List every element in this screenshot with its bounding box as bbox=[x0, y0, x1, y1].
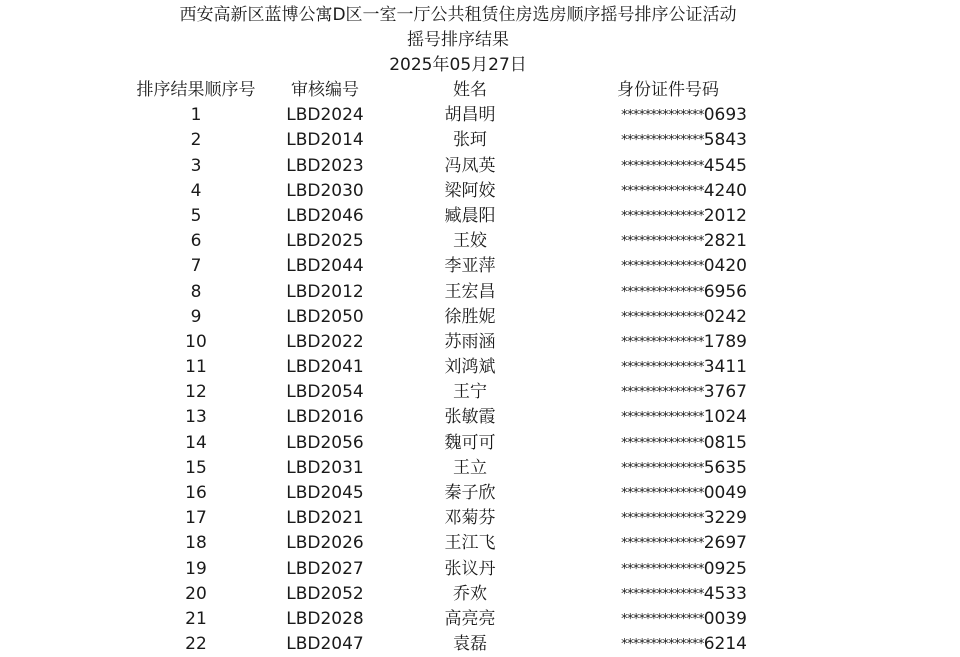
order-number: 9 bbox=[190, 306, 202, 327]
order-number: 13 bbox=[185, 407, 207, 428]
order-number: 15 bbox=[185, 457, 207, 478]
document-title: 西安高新区蓝博公寓D区一室一厅公共租赁住房选房顺序摇号排序公证活动 bbox=[179, 5, 737, 25]
masked-id-number bbox=[540, 103, 747, 128]
applicant-name: 王姣 bbox=[453, 231, 487, 252]
id-mask: ************** bbox=[621, 511, 704, 527]
review-code: LBD2030 bbox=[286, 180, 364, 201]
order-number: 17 bbox=[185, 508, 207, 529]
masked-id-number bbox=[540, 380, 747, 405]
table-row bbox=[0, 607, 960, 632]
table-row bbox=[0, 280, 960, 305]
header-id-number: 身份证件号码 bbox=[617, 80, 719, 100]
id-mask: ************** bbox=[621, 486, 704, 501]
id-mask: ************** bbox=[621, 561, 704, 577]
masked-id-number bbox=[540, 154, 747, 179]
table-row bbox=[0, 582, 960, 607]
table-row bbox=[0, 179, 960, 204]
id-mask: ************** bbox=[621, 360, 704, 376]
applicant-name: 李亚萍 bbox=[444, 256, 496, 277]
masked-id-number bbox=[540, 128, 747, 153]
header-name: 姓名 bbox=[453, 80, 487, 100]
review-code: LBD2044 bbox=[286, 256, 364, 277]
id-mask: ************** bbox=[621, 460, 704, 476]
table-row bbox=[0, 405, 960, 430]
id-last4: 6956 bbox=[703, 281, 747, 302]
id-last4: 5843 bbox=[703, 130, 747, 151]
masked-id-number bbox=[540, 179, 747, 204]
id-mask: ************** bbox=[621, 183, 704, 199]
id-mask: ************** bbox=[621, 611, 704, 627]
id-last4: 0815 bbox=[703, 432, 747, 453]
table-row bbox=[0, 481, 960, 506]
masked-id-number bbox=[540, 607, 747, 632]
order-number: 6 bbox=[190, 231, 202, 252]
masked-id-number bbox=[540, 531, 747, 556]
masked-id-number bbox=[540, 456, 747, 481]
order-number: 2 bbox=[190, 130, 202, 151]
order-number: 18 bbox=[185, 533, 207, 554]
order-number: 16 bbox=[185, 483, 207, 503]
id-last4: 4533 bbox=[703, 583, 747, 604]
id-mask: ************** bbox=[621, 410, 704, 426]
order-number: 11 bbox=[185, 357, 207, 378]
table-row bbox=[0, 204, 960, 229]
table-row bbox=[0, 431, 960, 456]
applicant-name: 邓菊芬 bbox=[444, 508, 496, 529]
table-row bbox=[0, 128, 960, 153]
masked-id-number bbox=[540, 280, 747, 305]
document-date: 2025年05月27日 bbox=[389, 55, 527, 75]
applicant-name: 胡昌明 bbox=[444, 105, 496, 126]
document-subtitle: 摇号排序结果 bbox=[407, 30, 509, 50]
masked-id-number bbox=[540, 557, 747, 582]
id-mask: ************** bbox=[621, 334, 704, 350]
table-row bbox=[0, 380, 960, 405]
review-code: LBD2021 bbox=[286, 508, 364, 529]
order-number: 19 bbox=[185, 558, 207, 579]
review-code: LBD2027 bbox=[286, 558, 364, 579]
applicant-name: 高亮亮 bbox=[444, 608, 496, 629]
review-code: LBD2047 bbox=[286, 634, 364, 655]
masked-id-number bbox=[540, 305, 747, 330]
applicant-name: 张珂 bbox=[453, 130, 487, 151]
result-table bbox=[0, 78, 960, 657]
header-order: 排序结果顺序号 bbox=[136, 80, 256, 100]
id-last4: 1789 bbox=[703, 331, 747, 352]
id-mask: ************** bbox=[621, 385, 704, 401]
review-code: LBD2031 bbox=[286, 457, 364, 478]
order-number: 14 bbox=[185, 432, 207, 453]
id-last4: 5635 bbox=[703, 457, 747, 478]
masked-id-number bbox=[540, 355, 747, 380]
review-code: LBD2014 bbox=[286, 130, 364, 151]
id-mask: ************** bbox=[621, 284, 704, 300]
applicant-name: 梁阿姣 bbox=[444, 180, 496, 201]
id-mask: ************** bbox=[621, 158, 704, 174]
review-code: LBD2054 bbox=[286, 382, 364, 403]
table-row bbox=[0, 506, 960, 531]
review-code: LBD2028 bbox=[286, 608, 364, 629]
id-last4: 0925 bbox=[703, 558, 747, 579]
order-number: 4 bbox=[190, 180, 202, 201]
masked-id-number bbox=[540, 330, 747, 355]
id-last4: 3229 bbox=[703, 508, 747, 529]
masked-id-number bbox=[540, 431, 747, 456]
review-code: LBD2050 bbox=[286, 306, 364, 327]
applicant-name: 刘鸿斌 bbox=[444, 357, 496, 378]
review-code: LBD2041 bbox=[286, 357, 364, 378]
review-code: LBD2025 bbox=[286, 231, 364, 252]
id-mask: ************** bbox=[621, 586, 704, 602]
id-last4: 4545 bbox=[703, 155, 747, 176]
review-code: LBD2045 bbox=[286, 483, 364, 503]
applicant-name: 徐胜妮 bbox=[444, 306, 496, 327]
table-row bbox=[0, 557, 960, 582]
id-last4: 2821 bbox=[703, 231, 747, 252]
applicant-name: 王江飞 bbox=[444, 533, 496, 554]
review-code: LBD2022 bbox=[286, 331, 364, 352]
applicant-name: 张议丹 bbox=[444, 558, 496, 579]
review-code: LBD2056 bbox=[286, 432, 364, 453]
id-mask: ************** bbox=[621, 435, 704, 451]
table-row bbox=[0, 154, 960, 179]
id-last4: 6214 bbox=[703, 634, 747, 655]
masked-id-number bbox=[540, 481, 747, 506]
applicant-name: 张敏霞 bbox=[444, 407, 496, 428]
header-code: 审核编号 bbox=[291, 80, 359, 100]
order-number: 12 bbox=[185, 382, 207, 403]
order-number: 20 bbox=[185, 583, 207, 604]
review-code: LBD2012 bbox=[286, 281, 364, 302]
masked-id-number bbox=[540, 405, 747, 430]
review-code: LBD2052 bbox=[286, 583, 364, 604]
table-body bbox=[0, 103, 960, 657]
id-last4: 3767 bbox=[703, 382, 747, 403]
masked-id-number bbox=[540, 254, 747, 279]
masked-id-number bbox=[540, 582, 747, 607]
id-mask: ************** bbox=[621, 259, 704, 275]
review-code: LBD2046 bbox=[286, 205, 364, 226]
id-last4: 4240 bbox=[703, 180, 747, 201]
masked-id-number bbox=[540, 632, 747, 657]
table-row bbox=[0, 330, 960, 355]
applicant-name: 苏雨涵 bbox=[444, 331, 496, 352]
applicant-name: 袁磊 bbox=[453, 634, 487, 655]
table-header-row bbox=[0, 78, 960, 103]
masked-id-number bbox=[540, 204, 747, 229]
id-mask: ************** bbox=[621, 133, 704, 149]
order-number: 1 bbox=[190, 105, 202, 126]
table-row bbox=[0, 531, 960, 556]
order-number: 8 bbox=[190, 281, 202, 302]
table-row bbox=[0, 632, 960, 657]
applicant-name: 魏可可 bbox=[444, 432, 496, 453]
id-last4: 2012 bbox=[703, 205, 747, 226]
order-number: 5 bbox=[190, 205, 202, 226]
id-last4: 0039 bbox=[703, 608, 747, 629]
masked-id-number bbox=[540, 229, 747, 254]
table-row bbox=[0, 456, 960, 481]
review-code: LBD2026 bbox=[286, 533, 364, 554]
table-row bbox=[0, 103, 960, 128]
id-mask: ************** bbox=[621, 208, 704, 224]
id-mask: ************** bbox=[621, 234, 704, 250]
review-code: LBD2023 bbox=[286, 155, 364, 176]
applicant-name: 王宁 bbox=[453, 382, 487, 403]
table-row bbox=[0, 305, 960, 330]
order-number: 3 bbox=[190, 155, 202, 176]
id-last4: 2697 bbox=[703, 533, 747, 554]
table-row bbox=[0, 254, 960, 279]
applicant-name: 王宏昌 bbox=[444, 281, 496, 302]
id-last4: 3411 bbox=[703, 357, 747, 378]
review-code: LBD2024 bbox=[286, 105, 364, 126]
applicant-name: 秦子欣 bbox=[444, 483, 496, 503]
id-mask: ************** bbox=[621, 108, 704, 124]
applicant-name: 王立 bbox=[453, 457, 487, 478]
id-last4: 1024 bbox=[703, 407, 747, 428]
order-number: 10 bbox=[185, 331, 207, 352]
order-number: 22 bbox=[185, 634, 207, 655]
id-last4: 0242 bbox=[703, 306, 747, 327]
applicant-name: 乔欢 bbox=[453, 583, 487, 604]
table-row bbox=[0, 229, 960, 254]
order-number: 21 bbox=[185, 608, 207, 629]
id-mask: ************** bbox=[621, 637, 704, 653]
id-last4: 0693 bbox=[703, 105, 747, 126]
applicant-name: 臧晨阳 bbox=[444, 205, 496, 226]
masked-id-number bbox=[540, 506, 747, 531]
id-mask: ************** bbox=[621, 536, 704, 552]
order-number: 7 bbox=[190, 256, 202, 277]
applicant-name: 冯凤英 bbox=[444, 155, 496, 176]
id-last4: 0049 bbox=[703, 483, 747, 503]
review-code: LBD2016 bbox=[286, 407, 364, 428]
id-last4: 0420 bbox=[703, 256, 747, 277]
table-row bbox=[0, 355, 960, 380]
id-mask: ************** bbox=[621, 309, 704, 325]
